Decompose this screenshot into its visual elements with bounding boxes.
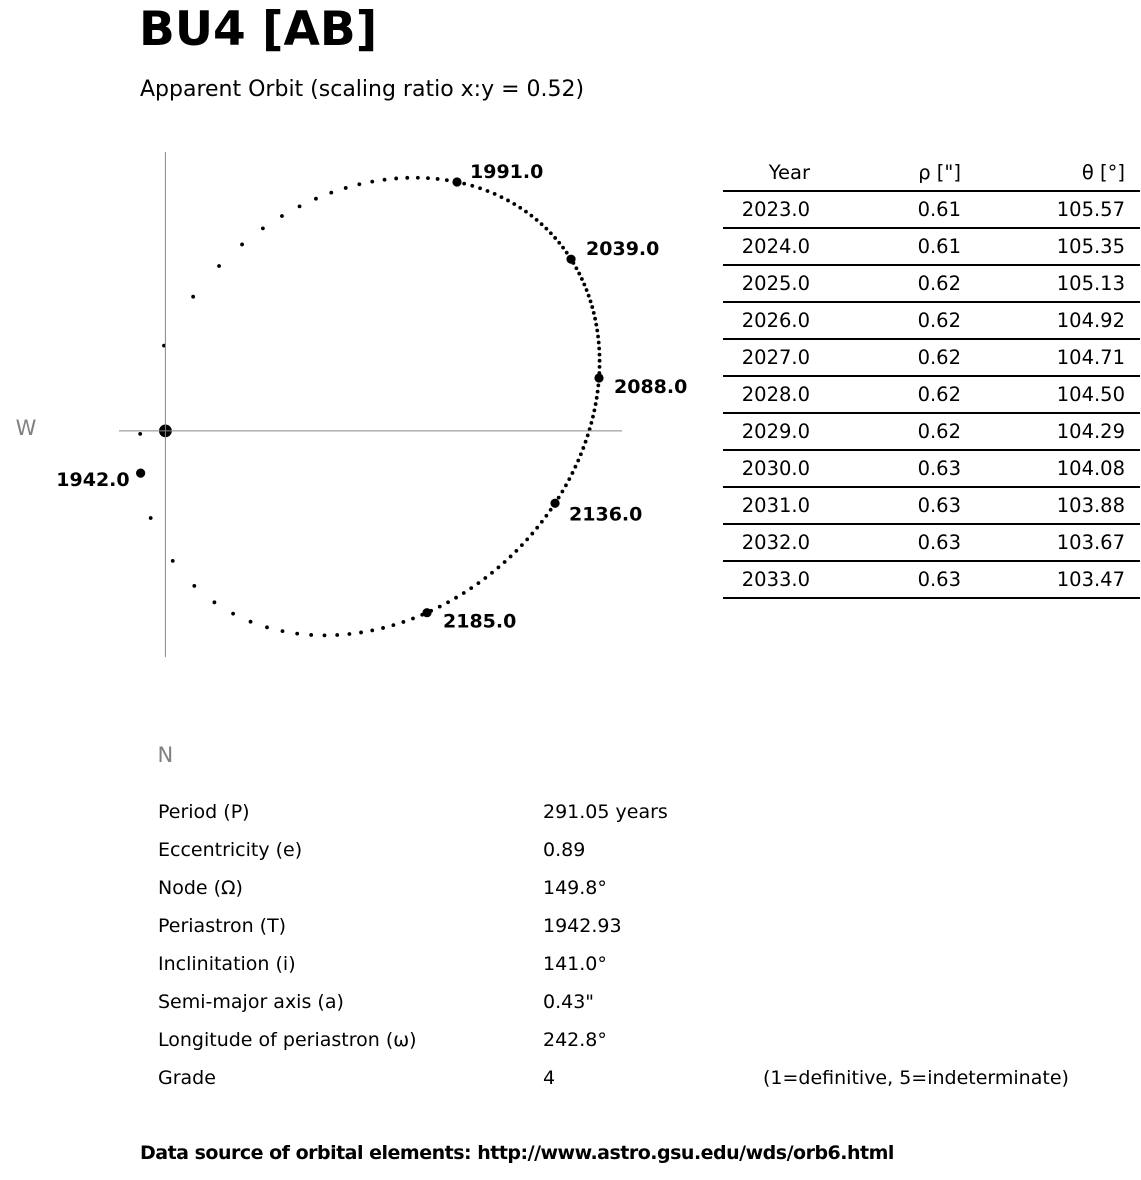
orbit-dot xyxy=(592,408,596,412)
orbit-dot xyxy=(359,631,363,635)
orbit-dot xyxy=(500,195,504,199)
cell-year: 2028.0 xyxy=(723,376,810,413)
orbit-dot xyxy=(231,612,235,616)
epoch-label: 2088.0 xyxy=(614,376,688,398)
orbit-dot xyxy=(544,514,548,518)
orbit-dot xyxy=(281,629,285,633)
epoch-label: 2039.0 xyxy=(586,238,660,261)
element-value: 0.89 xyxy=(543,839,586,861)
ephemeris-row xyxy=(723,413,1140,450)
orbit-dot xyxy=(370,180,374,184)
orbit-dot xyxy=(594,323,598,327)
cell-rho: 0.63 xyxy=(810,450,961,487)
orbit-dot xyxy=(261,226,265,230)
cell-year: 2029.0 xyxy=(723,413,810,450)
cell-theta: 103.88 xyxy=(961,487,1140,524)
cell-rho: 0.62 xyxy=(810,376,961,413)
element-value: 291.05 years xyxy=(543,801,668,823)
cell-theta: 104.92 xyxy=(961,302,1140,339)
ephemeris-header-row xyxy=(723,155,1140,191)
orbit-dot xyxy=(426,176,430,180)
orbit-dot xyxy=(560,490,564,494)
orbit-dot xyxy=(590,305,594,309)
orbital-element-row xyxy=(158,793,1069,831)
ephemeris-row xyxy=(723,265,1140,302)
orbit-dot xyxy=(383,178,387,182)
orbit-dot xyxy=(518,206,522,210)
orbit-dot xyxy=(524,210,528,214)
ephemeris-row xyxy=(723,487,1140,524)
epoch-dot xyxy=(136,468,145,477)
orbit-dot xyxy=(217,264,221,268)
orbit-dot xyxy=(589,299,593,303)
epoch-label: 2136.0 xyxy=(569,503,643,526)
orbit-dot xyxy=(314,197,318,201)
orbit-dot xyxy=(462,591,466,595)
element-label: Period (P) xyxy=(158,801,250,823)
orbit-dot xyxy=(576,459,580,463)
orbit-dot xyxy=(357,182,361,186)
orbit-dot xyxy=(520,543,524,547)
orbital-element-row xyxy=(158,907,1069,945)
orbit-dot xyxy=(595,396,599,400)
orbit-plot xyxy=(0,140,700,790)
cell-theta: 104.29 xyxy=(961,413,1140,450)
element-note: (1=definitive, 5=indeterminate) xyxy=(763,1067,1069,1089)
column-header-rho: ρ ["] xyxy=(810,155,961,191)
orbit-dot xyxy=(565,251,569,255)
element-label: Eccentricity (e) xyxy=(158,839,303,861)
cell-year: 2027.0 xyxy=(723,339,810,376)
orbit-dot xyxy=(596,335,600,339)
orbit-dot xyxy=(493,192,497,196)
cell-theta: 103.67 xyxy=(961,524,1140,561)
cell-rho: 0.62 xyxy=(810,413,961,450)
ephemeris-row xyxy=(723,339,1140,376)
element-label: Node (Ω) xyxy=(158,877,243,899)
ephemeris-row xyxy=(723,561,1140,598)
orbit-dot xyxy=(574,465,578,469)
orbit-dot xyxy=(478,186,482,190)
orbit-dot xyxy=(470,184,474,188)
column-header-year: Year xyxy=(723,155,810,191)
orbit-dot xyxy=(370,629,374,633)
orbit-dot xyxy=(577,272,581,276)
element-value: 149.8° xyxy=(543,877,607,899)
orbit-dot xyxy=(596,383,600,387)
orbit-dot xyxy=(462,182,466,186)
element-label: Grade xyxy=(158,1067,216,1089)
orbit-dot xyxy=(416,176,420,180)
cell-year: 2024.0 xyxy=(723,228,810,265)
cell-year: 2031.0 xyxy=(723,487,810,524)
orbit-dot xyxy=(438,605,442,609)
orbit-dot xyxy=(512,202,516,206)
orbit-dot xyxy=(540,520,544,524)
cell-rho: 0.62 xyxy=(810,265,961,302)
cell-year: 2025.0 xyxy=(723,265,810,302)
orbit-dot xyxy=(549,231,553,235)
orbital-elements-list xyxy=(158,793,1069,1097)
orbit-dot xyxy=(329,191,333,195)
epoch-dot xyxy=(422,608,431,617)
orbit-dot xyxy=(323,633,327,637)
orbit-dot xyxy=(525,538,529,542)
orbit-dot xyxy=(535,526,539,530)
orbit-dot xyxy=(249,620,253,624)
ephemeris-row xyxy=(723,302,1140,339)
orbit-dot xyxy=(381,626,385,630)
orbit-dot xyxy=(597,341,601,345)
cell-theta: 105.57 xyxy=(961,191,1140,228)
orbit-dots xyxy=(138,176,601,637)
orbital-element-row xyxy=(158,983,1069,1021)
element-value: 1942.93 xyxy=(543,915,622,937)
orbit-dot xyxy=(265,625,269,629)
cell-rho: 0.62 xyxy=(810,302,961,339)
orbital-element-row xyxy=(158,945,1069,983)
cell-rho: 0.63 xyxy=(810,561,961,598)
orbit-dot xyxy=(344,186,348,190)
orbit-dot xyxy=(549,508,553,512)
orbit-dot xyxy=(347,632,351,636)
epoch-markers xyxy=(56,161,687,633)
orbit-dot xyxy=(213,600,217,604)
orbit-dot xyxy=(595,329,599,333)
epoch-dot xyxy=(566,255,575,264)
orbital-element-row xyxy=(158,869,1069,907)
cell-year: 2032.0 xyxy=(723,524,810,561)
orbit-dot xyxy=(192,584,196,588)
cell-theta: 105.13 xyxy=(961,265,1140,302)
orbit-dot xyxy=(584,440,588,444)
orbit-dot xyxy=(598,359,602,363)
orbit-dot xyxy=(596,390,600,394)
orbit-dot xyxy=(149,516,153,520)
orbit-dot xyxy=(557,496,561,500)
cell-theta: 105.35 xyxy=(961,228,1140,265)
orbit-dot xyxy=(295,632,299,636)
cell-theta: 104.50 xyxy=(961,376,1140,413)
orbit-dot xyxy=(298,204,302,208)
orbit-dot xyxy=(540,222,544,226)
orbit-dot xyxy=(575,266,579,270)
cell-rho: 0.61 xyxy=(810,191,961,228)
cell-theta: 104.08 xyxy=(961,450,1140,487)
element-label: Longitude of periastron (ω) xyxy=(158,1029,417,1051)
orbit-dot xyxy=(391,623,395,627)
orbit-dot xyxy=(454,596,458,600)
orbit-dot xyxy=(592,311,596,315)
element-label: Semi-major axis (a) xyxy=(158,991,344,1013)
orbit-dot xyxy=(585,288,589,292)
orbit-dot xyxy=(446,600,450,604)
orbit-dot xyxy=(490,571,494,575)
orbit-dot xyxy=(591,415,595,419)
element-value: 0.43" xyxy=(543,991,595,1013)
cell-theta: 104.71 xyxy=(961,339,1140,376)
orbit-dot xyxy=(597,347,601,351)
epoch-dot xyxy=(550,499,559,508)
data-source-note: Data source of orbital elements: http://www.astro.gsu.edu/wds/orb6.html xyxy=(140,1142,894,1164)
element-value: 242.8° xyxy=(543,1029,607,1051)
north-axis-label: N xyxy=(157,743,174,767)
orbit-dot xyxy=(530,214,534,218)
orbit-dot xyxy=(557,241,561,245)
orbit-dot xyxy=(586,434,590,438)
orbit-dot xyxy=(567,477,571,481)
cell-rho: 0.63 xyxy=(810,487,961,524)
orbit-dot xyxy=(503,560,507,564)
orbit-dot xyxy=(138,432,142,436)
orbit-dot xyxy=(411,617,415,621)
orbit-dot xyxy=(594,402,598,406)
cell-rho: 0.61 xyxy=(810,228,961,265)
cell-year: 2030.0 xyxy=(723,450,810,487)
orbit-dot xyxy=(280,214,284,218)
page-title: BU4 [AB] xyxy=(139,2,378,57)
epoch-label: 2185.0 xyxy=(443,610,517,633)
orbit-dot xyxy=(309,633,313,637)
cell-rho: 0.62 xyxy=(810,339,961,376)
orbit-dot xyxy=(171,559,175,563)
ephemeris-row xyxy=(723,524,1140,561)
orbit-dot xyxy=(240,243,244,247)
orbital-element-row xyxy=(158,1021,1069,1059)
epoch-label: 1942.0 xyxy=(56,469,130,492)
orbit-dot xyxy=(553,236,557,240)
orbit-dot xyxy=(401,620,405,624)
orbit-dot xyxy=(509,555,513,559)
west-axis-label: W xyxy=(15,415,37,440)
orbit-dot xyxy=(394,177,398,181)
orbit-dot xyxy=(436,177,440,181)
ephemeris-row xyxy=(723,450,1140,487)
orbit-dot xyxy=(598,353,602,357)
orbit-dot xyxy=(530,532,534,536)
orbit-dot xyxy=(593,317,597,321)
epoch-dot xyxy=(594,373,603,382)
orbital-element-row xyxy=(158,831,1069,869)
orbit-dot xyxy=(335,633,339,637)
column-header-theta: θ [°] xyxy=(961,155,1140,191)
orbit-dot xyxy=(514,549,518,553)
element-value: 141.0° xyxy=(543,953,607,975)
epoch-dot xyxy=(452,177,461,186)
orbit-dot xyxy=(191,295,195,299)
orbit-dot xyxy=(445,178,449,182)
orbit-dot xyxy=(483,576,487,580)
orbit-dot xyxy=(587,294,591,298)
cell-year: 2023.0 xyxy=(723,191,810,228)
orbit-dot xyxy=(571,471,575,475)
orbit-dot xyxy=(598,365,602,369)
orbit-dot xyxy=(589,421,593,425)
epoch-label: 1991.0 xyxy=(470,161,544,183)
cell-rho: 0.63 xyxy=(810,524,961,561)
orbit-dot xyxy=(579,452,583,456)
orbit-dot xyxy=(582,283,586,287)
element-label: Periastron (T) xyxy=(158,915,287,937)
orbit-dot xyxy=(581,446,585,450)
orbit-dot xyxy=(535,218,539,222)
ephemeris-row xyxy=(723,376,1140,413)
orbit-dot xyxy=(477,581,481,585)
orbit-dot xyxy=(405,176,409,180)
ephemeris-row xyxy=(723,191,1140,228)
ephemeris-table xyxy=(723,155,1140,599)
orbit-dot xyxy=(580,277,584,281)
orbit-dot xyxy=(469,586,473,590)
orbit-dot xyxy=(544,227,548,231)
cell-year: 2033.0 xyxy=(723,561,810,598)
ephemeris-row xyxy=(723,228,1140,265)
orbit-dot xyxy=(561,246,565,250)
orbit-dot xyxy=(506,199,510,203)
element-label: Inclinitation (i) xyxy=(158,953,296,975)
orbit-dot xyxy=(497,566,501,570)
orbital-element-row xyxy=(158,1059,1069,1097)
element-value: 4 xyxy=(543,1067,556,1089)
cell-year: 2026.0 xyxy=(723,302,810,339)
cell-theta: 103.47 xyxy=(961,561,1140,598)
orbit-dot xyxy=(564,483,568,487)
page-subtitle: Apparent Orbit (scaling ratio x:y = 0.52) xyxy=(140,77,585,102)
orbit-dot xyxy=(486,189,490,193)
